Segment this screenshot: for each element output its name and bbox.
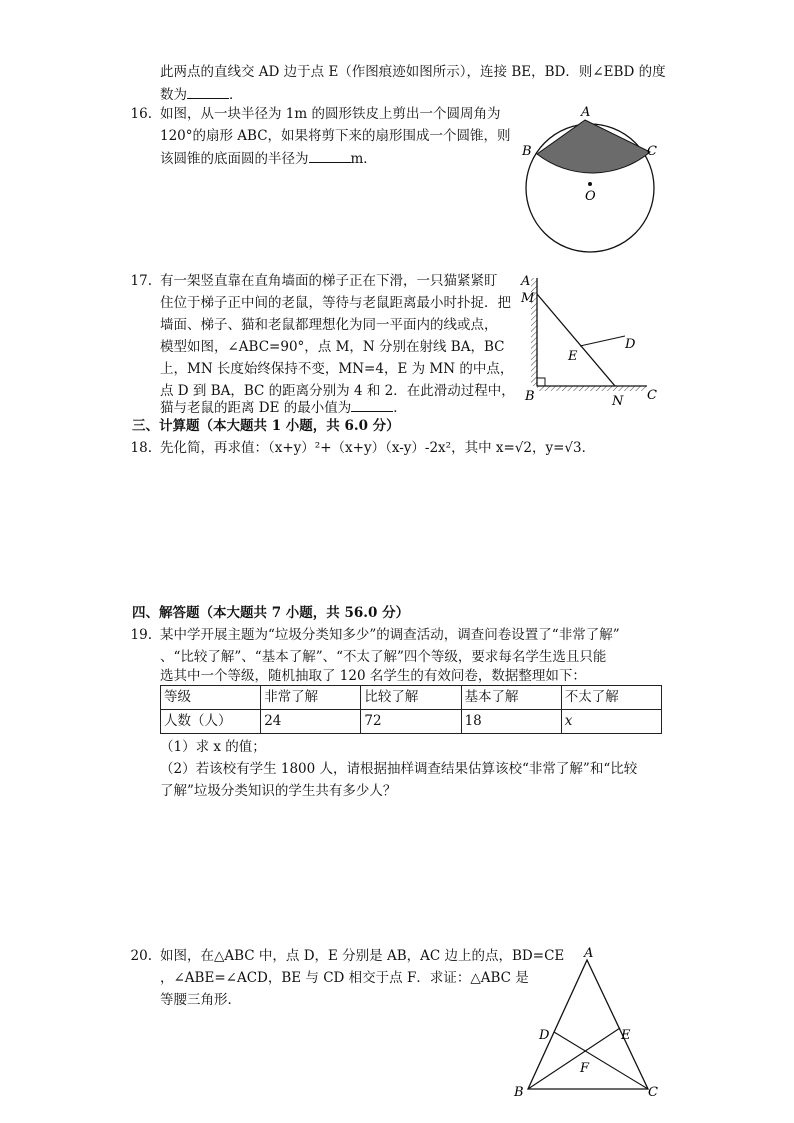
q16-text-line3 xyxy=(160,148,377,169)
answer-blank xyxy=(187,84,229,99)
question-number: 17. xyxy=(130,273,152,289)
label-o: O xyxy=(585,189,596,204)
q17-text-line6: 点 D 到 BA，BC 的距离分别为 4 和 2．在此滑动过程中， xyxy=(160,383,515,399)
label-c: C xyxy=(648,1085,658,1100)
table-cell: 人数（人） xyxy=(161,710,261,734)
label-d: D xyxy=(625,337,636,352)
label-f: F xyxy=(580,1061,590,1076)
q19-text-line1: 某中学开展主题为“垃圾分类知多少”的调查活动，调查问卷设置了“非常了解” xyxy=(160,627,620,643)
label-c: C xyxy=(647,388,657,403)
q15-text-line1: 此两点的直线交 AD 边于点 E（作图痕迹如图所示），连接 BE，BD．则∠EBD 的度 xyxy=(160,64,666,80)
table-cell: 等级 xyxy=(161,686,261,710)
q15-text-prefix: 数为 xyxy=(160,87,187,103)
section-heading: 三、计算题（本大题共 1 小题，共 6.0 分） xyxy=(132,418,400,434)
q16-text-line1: 如图，从一块半径为 1m 的圆形铁皮上剪出一个圆周角为 xyxy=(160,106,501,122)
q17-text-line3: 墙面、梯子、猫和老鼠都理想化为同一平面内的线或点， xyxy=(160,317,498,333)
question-number: 20. xyxy=(130,948,152,964)
survey-table xyxy=(160,685,662,734)
label-e: E xyxy=(568,349,578,364)
q19-part2-line2: 了解”垃圾分类知识的学生共有多少人？ xyxy=(160,783,397,799)
q19-part1: （1）求 x 的值； xyxy=(160,739,266,755)
q20-text-line3: 等腰三角形． xyxy=(160,992,241,1008)
q16-text-prefix: 该圆锥的底面圆的半径为 xyxy=(160,151,309,167)
label-a: A xyxy=(521,274,531,289)
label-c: C xyxy=(647,144,657,159)
table-cell: 比较了解 xyxy=(361,686,461,710)
table-row xyxy=(161,710,662,734)
table-cell: 24 xyxy=(261,710,361,734)
q19-text-line2: 、“比较了解”、“基本了解”、“不太了解”四个等级，要求每名学生选且只能 xyxy=(160,649,607,665)
label-d: D xyxy=(539,1028,550,1043)
table-cell: 基本了解 xyxy=(461,686,561,710)
right-angle-mark xyxy=(537,378,545,386)
q17-text-line2: 住位于梯子正中间的老鼠，等待与老鼠距离最小时扑捉．把 xyxy=(160,295,511,311)
q20-figure xyxy=(508,942,668,1102)
section-heading: 四、解答题（本大题共 7 小题，共 56.0 分） xyxy=(132,605,410,621)
q15-text-end: ． xyxy=(229,87,243,103)
q17-text-end: ． xyxy=(393,400,407,416)
q17-text-prefix: 猫与老鼠的距离 DE 的最小值为 xyxy=(160,400,352,416)
q16-text-line2: 120°的扇形 ABC，如果将剪下来的扇形围成一个圆锥，则 xyxy=(160,128,511,144)
label-a: A xyxy=(584,946,594,961)
table-cell: x xyxy=(561,710,661,734)
q20-text-line1: 如图，在△ABC 中，点 D，E 分别是 AB，AC 边上的点，BD=CE xyxy=(160,948,565,964)
label-n: N xyxy=(612,394,624,408)
q16-figure xyxy=(510,100,670,255)
label-e: E xyxy=(621,1028,631,1043)
segment-de xyxy=(580,336,625,346)
q20-text-line2: ，∠ABE=∠ACD，BE 与 CD 相交于点 F．求证：△ABC 是 xyxy=(160,970,529,986)
q17-figure xyxy=(515,268,665,408)
question-number: 16. xyxy=(130,106,152,122)
q17-text-line5: 上，MN 长度始终保持不变，MN=4，E 为 MN 的中点， xyxy=(160,361,514,377)
q19-text-line3: 选其中一个等级，随机抽取了 120 名学生的有效问卷，数据整理如下： xyxy=(160,668,586,684)
question-number: 18. xyxy=(130,440,152,456)
answer-blank xyxy=(351,397,393,412)
label-m: M xyxy=(521,291,535,306)
q17-text-line7 xyxy=(160,397,407,418)
label-b: B xyxy=(525,389,535,404)
label-a: A xyxy=(581,105,591,120)
table-row xyxy=(161,686,662,710)
label-b: B xyxy=(522,144,532,159)
question-number: 19. xyxy=(130,627,152,643)
center-point xyxy=(588,182,592,186)
floor-hatch xyxy=(537,386,647,391)
q16-unit: m． xyxy=(350,151,377,167)
sector-shape xyxy=(537,120,650,173)
ladder-line xyxy=(537,294,615,386)
q17-text-line1: 有一架竖直靠在直角墙面的梯子正在下滑，一只猫紧紧盯 xyxy=(160,273,498,289)
answer-blank xyxy=(309,148,351,163)
q19-part2-line1: （2）若该校有学生 1800 人，请根据抽样调查结果估算该校“非常了解”和“比较 xyxy=(160,761,638,777)
q18-text: 先化简，再求值：（x+y）²+（x+y）（x-y）-2x²，其中 x=√2，y=√3． xyxy=(160,440,596,456)
label-b: B xyxy=(514,1085,524,1100)
q17-text-line4: 模型如图，∠ABC=90°，点 M，N 分别在射线 BA，BC xyxy=(160,339,505,355)
table-cell: 18 xyxy=(461,710,561,734)
table-cell: 非常了解 xyxy=(261,686,361,710)
table-cell: 72 xyxy=(361,710,461,734)
q15-text-line2 xyxy=(160,84,243,105)
table-cell: 不太了解 xyxy=(561,686,661,710)
